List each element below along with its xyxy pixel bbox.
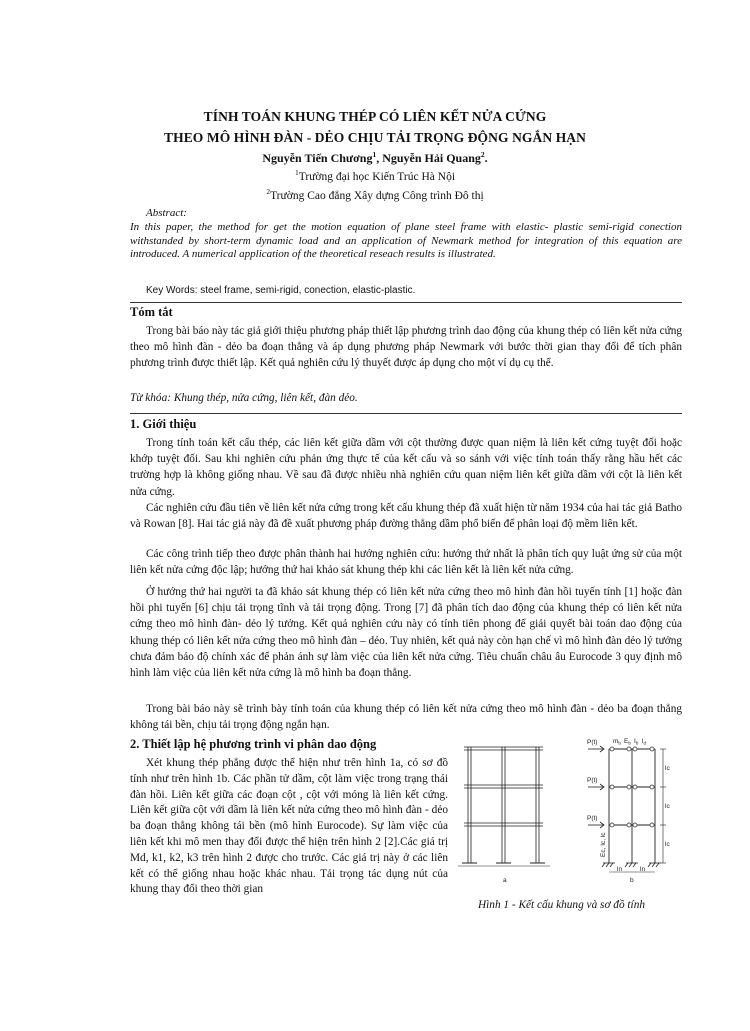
author-2-affiliation: 2 [480,150,485,159]
column-property-label: Ec, Ic, lc [600,832,607,857]
paragraph-text: Trong bài báo này sẽ trình bày tính toán của khung thép có liên kết nửa cứng theo mô hình đàn - dẻo ba đoạn thẳng không tái bền, chịu tải trọng động ngắn hạn. [130,703,682,732]
keywords-english: Key Words: steel frame, semi-rigid, conection, elastic-plastic. [146,285,416,296]
beam-mass-label: m [613,738,619,745]
scheme-columns [609,749,655,863]
beam-inertia-label: I [634,738,636,745]
svg-text:mb [613,738,621,746]
section-1-paragraph-3 [130,546,682,578]
load-label-top: P(t) [587,739,598,746]
figure-caption: Hình 1 - Kết cấu khung và sơ đồ tính [478,899,645,911]
figure-label-a: a [503,877,507,884]
affiliation-1 [0,168,750,183]
author-list-end: . [484,151,488,165]
beam-property-labels [613,738,646,746]
span-label-right: ln [640,866,646,873]
svg-text:Eb [624,738,631,746]
paper-title-line-1: TÍNH TOÁN KHUNG THÉP CÓ LIÊN KẾT NỬA CỨNG [203,109,547,124]
paragraph-text: Xét khung thép phẳng được thể hiện như trên hình 1a, có sơ đồ tính như trên hình 1b. Các phần tử dầm, cột làm việc trong trạng thái đàn hồi. Liên kết giữa các đoạn cột , cột với móng là liên kết cứng. Liên kết giữa cột với dầm là liên kết nửa cứng theo mô hình đàn - dẻo ba đoạn thẳng không tái bền (mô hình Eurocode). Sự làm việc của liên kết khi mô men thay đổi được thể hiện trên hình 2 [2].Các giá trị Md, k1, k2, k3 trên hình 2 được cho trước. Các giá trị này ở các liên kết có thể giống nhau hoặc khác nhau. Tải trọng tác dụng nút của khung thay đổi theo thời gian [130,757,448,896]
figure-label-b: b [630,877,634,884]
divider-bottom [130,413,682,414]
affiliation-2-mark: 2 [266,187,271,196]
section-1-paragraph-5 [130,701,682,733]
svg-text:Ib [634,738,639,746]
paragraph-text: Các nghiên cứu đầu tiên về liên kết nửa cứng trong kết cấu khung thép đã xuất hiện từ năm 1934 của hai tác giả Batho và Rowan [8]. Hai tác giả này đã đề xuất phương pháp đường thẳng dầm phổ biến để phân loại độ mềm liên kết. [130,502,682,531]
frame-a-beams [464,747,543,826]
beam-modulus-label: E [624,738,629,745]
scheme-supports [602,863,661,872]
section-2-paragraph [130,756,448,898]
author-2: Nguyễn Hải Quang [382,151,481,165]
abstract-heading: Abstract: [146,207,187,219]
affiliation-2 [0,187,750,202]
story-height-middle: lc [665,803,670,810]
section-1-paragraph-2 [130,500,682,532]
keywords-vietnamese: Từ khóa: Khung thép, nửa cứng, liên kết, đàn dẻo. [130,392,358,404]
beam-mass-sub: b [618,740,621,746]
load-label-bottom: P(t) [587,815,598,822]
beam-inertia-sub: b [635,740,639,746]
section-2-heading: 2. Thiết lập hệ phương trình vi phân dao động [130,737,377,751]
author-1-affiliation: 1 [372,150,377,159]
author-list [0,150,750,166]
affiliation-1-text: Trường đại học Kiến Trúc Hà Nội [298,170,456,183]
section-1-paragraph-4 [130,584,682,681]
paragraph-text: Trong tính toán kết cấu thép, các liên kết giữa dầm với cột thường được quan niệm là liên kết cứng tuyệt đối hoặc khớp tuyệt đối. Sau khi nghiên cứu phản ứng thực tế của kết cấu và so sánh với việc tính toán thấy rằng hầu hết các trường hợp là không giống nhau. Về sau đã được nhiều nhà nghiên cứu quan niệm liên kết giữa dầm với cột là liên kết nửa cứng. [130,437,682,498]
section-1-heading: 1. Giới thiệu [130,417,197,431]
paragraph-text: Ở hướng thứ hai người ta đã khảo sát khung thép có liên kết nửa cứng theo mô hình đàn hồi tuyến tính [1] hoặc đàn hồi phi tuyến [6] chịu tải trọng tĩnh và tải trọng động. Trong [7] đã phân tích dao động của khung thép có liên kết nửa cứng theo mô hình đàn- dẻo lý tưởng. Kết quả nghiên cứu này có tính tiên phong để giải quyết bài toán dao động của khung thép có liên kết nửa cứng theo mô hình đàn – dẻo. Tuy nhiên, kết quả này còn hạn chế vì mô hình đàn dẻo lý tưởng chưa đảm bảo độ chính xác để phản ánh sự làm việc của liên kết nửa cứng. Tiêu chuẩn châu âu Eurocode 3 quy định mô hình làm việc của liên kết nửa cứng là mô hình ba đoạn thẳng. [130,586,682,680]
affiliation-1-mark: 1 [294,168,299,177]
beam-length-label: l [642,738,644,745]
frame-a-supports [458,863,550,866]
beam-length-sub: d [643,740,646,746]
affiliation-2-text: Trường Cao đẳng Xây dựng Công trình Đô thị [270,189,484,202]
abstract-text: In this paper, the method for get the motion equation of plane steel frame with elastic- plastic semi-rigid conection withstanded by short-term dynamic load and an application of Newmark method for integration of this equation are introduced. A numerical application of the theoretical reseach results is illustrated. [130,221,682,261]
load-label-middle: P(t) [587,777,598,784]
author-1: Nguyễn Tiến Chương [262,151,373,165]
author-separator: , [376,151,383,165]
span-label-left: ln [617,866,623,873]
frame-a-columns [468,747,539,863]
svg-text:ld [642,738,646,746]
tomtat-text [130,323,682,372]
paper-title-line-2: THEO MÔ HÌNH ĐÀN - DẺO CHỊU TẢI TRỌNG ĐỘNG NGẮN HẠN [163,130,586,145]
tomtat-paragraph: Trong bài báo này tác giả giới thiệu phương pháp thiết lập phương trình dao động của khung thép có liên kết nửa cứng theo mô hình đàn - dẻo ba đoạn thẳng và áp dụng phương pháp Newmark với bước thời gian thay đổi để tích phân phương trình được thiết lập. Kết quả nghiên cứu lý thuyết được áp dụng cho một ví dụ cụ thể. [130,325,682,370]
paragraph-text: Các công trình tiếp theo được phân thành hai hướng nghiên cứu: hướng thứ nhất là phân tích quy luật ứng sử của một liên kết nửa cứng độc lập; hướng thứ hai khảo sát khung thép khi các liên kết là liên kết nửa cứng. [130,548,682,577]
story-height-bottom: lc [665,841,670,848]
section-1-paragraph-1 [130,435,682,500]
frame-figure [458,735,673,885]
story-height-top: lc [665,765,670,772]
frame-structure-a [458,747,550,884]
divider-top [130,302,682,303]
tomtat-heading: Tóm tắt [130,305,173,319]
beam-modulus-sub: b [628,740,631,746]
computational-scheme-b [587,738,670,884]
